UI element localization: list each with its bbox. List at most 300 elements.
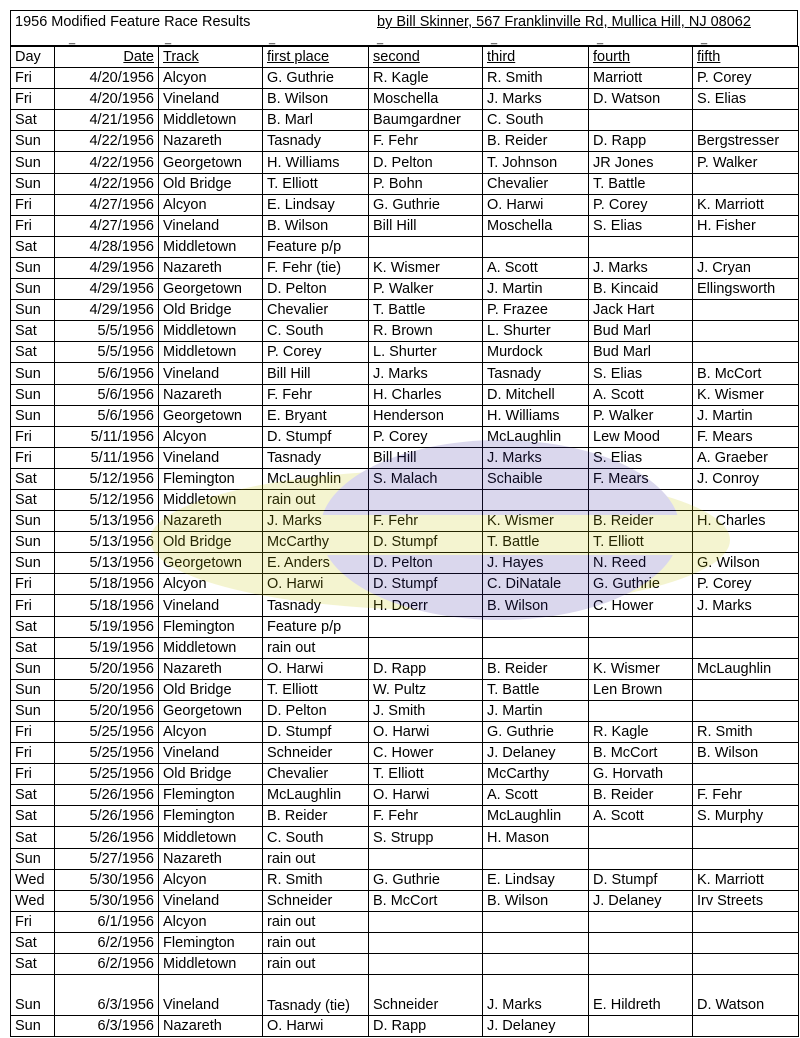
fourth-cell (589, 700, 693, 721)
track-cell: Vineland (159, 890, 263, 911)
third-cell: R. Smith (483, 68, 589, 89)
second-cell: C. Hower (369, 743, 483, 764)
track-cell: Alcyon (159, 68, 263, 89)
underscore-mark: _ (377, 33, 384, 45)
third-cell (483, 911, 589, 932)
date-cell: 5/6/1956 (55, 384, 159, 405)
fourth-cell (589, 489, 693, 510)
second-cell: Baumgardner (369, 110, 483, 131)
first-place-cell: Tasnady (263, 131, 369, 152)
third-cell: J. Martin (483, 700, 589, 721)
third-cell: J. Marks (483, 89, 589, 110)
day-cell: Fri (11, 68, 55, 89)
column-header: first place (263, 47, 369, 68)
date-cell: 4/27/1956 (55, 194, 159, 215)
table-row (11, 89, 799, 110)
track-cell: Vineland (159, 363, 263, 384)
fifth-cell: Bergstresser (693, 131, 799, 152)
second-cell (369, 236, 483, 257)
track-cell: Georgetown (159, 405, 263, 426)
fourth-cell: G. Guthrie (589, 574, 693, 595)
date-cell: 4/27/1956 (55, 215, 159, 236)
second-cell: O. Harwi (369, 722, 483, 743)
fourth-cell: Len Brown (589, 679, 693, 700)
fifth-cell: K. Marriott (693, 869, 799, 890)
track-cell: Vineland (159, 215, 263, 236)
track-cell: Old Bridge (159, 300, 263, 321)
first-place-cell: D. Stumpf (263, 426, 369, 447)
fourth-cell: C. Hower (589, 595, 693, 616)
underscore-mark: _ (69, 33, 76, 45)
table-row (11, 574, 799, 595)
table-row (11, 489, 799, 510)
fourth-cell: R. Kagle (589, 722, 693, 743)
fourth-cell (589, 236, 693, 257)
third-cell: G. Guthrie (483, 722, 589, 743)
fifth-cell: K. Marriott (693, 194, 799, 215)
first-place-cell: B. Marl (263, 110, 369, 131)
fourth-cell (589, 911, 693, 932)
second-cell: Bill Hill (369, 447, 483, 468)
column-header: Date (55, 47, 159, 68)
track-cell: Georgetown (159, 152, 263, 173)
day-cell: Sat (11, 321, 55, 342)
table-row (11, 152, 799, 173)
third-cell: P. Frazee (483, 300, 589, 321)
track-cell: Alcyon (159, 574, 263, 595)
date-cell: 5/19/1956 (55, 616, 159, 637)
table-row (11, 194, 799, 215)
second-cell: D. Stumpf (369, 574, 483, 595)
track-cell: Flemington (159, 468, 263, 489)
table-row (11, 300, 799, 321)
fifth-cell: P. Corey (693, 68, 799, 89)
second-cell (369, 616, 483, 637)
day-cell: Sun (11, 384, 55, 405)
third-cell: O. Harwi (483, 194, 589, 215)
fifth-cell: S. Elias (693, 89, 799, 110)
date-cell: 6/2/1956 (55, 954, 159, 975)
column-header: fifth (693, 47, 799, 68)
fifth-cell: Ellingsworth (693, 279, 799, 300)
third-cell: L. Shurter (483, 321, 589, 342)
track-cell: Georgetown (159, 553, 263, 574)
date-cell: 6/3/1956 (55, 975, 159, 1016)
third-cell (483, 637, 589, 658)
fifth-cell (693, 110, 799, 131)
track-cell: Nazareth (159, 658, 263, 679)
first-place-cell: rain out (263, 932, 369, 953)
first-place-cell: E. Anders (263, 553, 369, 574)
second-cell: L. Shurter (369, 342, 483, 363)
track-cell: Vineland (159, 595, 263, 616)
track-cell: Nazareth (159, 257, 263, 278)
third-cell: J. Marks (483, 447, 589, 468)
day-cell: Sun (11, 300, 55, 321)
third-cell: J. Martin (483, 279, 589, 300)
fourth-cell: B. Reider (589, 511, 693, 532)
table-row (11, 658, 799, 679)
fourth-cell: A. Scott (589, 806, 693, 827)
track-cell: Middletown (159, 110, 263, 131)
first-place-cell: T. Elliott (263, 173, 369, 194)
date-cell: 5/18/1956 (55, 595, 159, 616)
track-cell: Flemington (159, 785, 263, 806)
date-cell: 5/11/1956 (55, 426, 159, 447)
table-row (11, 110, 799, 131)
fifth-cell (693, 173, 799, 194)
fifth-cell (693, 932, 799, 953)
fifth-cell (693, 321, 799, 342)
day-cell: Fri (11, 447, 55, 468)
table-row (11, 975, 799, 1016)
fifth-cell (693, 954, 799, 975)
column-header: Day (11, 47, 55, 68)
track-cell: Vineland (159, 447, 263, 468)
fourth-cell: Bud Marl (589, 321, 693, 342)
table-row (11, 764, 799, 785)
first-place-cell: Feature p/p (263, 616, 369, 637)
day-cell: Sat (11, 489, 55, 510)
first-place-cell: G. Guthrie (263, 68, 369, 89)
first-place-cell: E. Lindsay (263, 194, 369, 215)
date-cell: 5/20/1956 (55, 700, 159, 721)
third-cell (483, 616, 589, 637)
first-place-cell: D. Pelton (263, 700, 369, 721)
second-cell: T. Elliott (369, 764, 483, 785)
track-cell: Alcyon (159, 869, 263, 890)
track-cell: Flemington (159, 806, 263, 827)
third-cell: Murdock (483, 342, 589, 363)
track-cell: Middletown (159, 489, 263, 510)
table-row (11, 848, 799, 869)
fourth-cell: JR Jones (589, 152, 693, 173)
track-cell: Old Bridge (159, 679, 263, 700)
third-cell: K. Wismer (483, 511, 589, 532)
day-cell: Fri (11, 722, 55, 743)
table-row (11, 257, 799, 278)
third-cell: H. Mason (483, 827, 589, 848)
track-cell: Alcyon (159, 722, 263, 743)
date-cell: 5/12/1956 (55, 489, 159, 510)
day-cell: Wed (11, 890, 55, 911)
column-header: Track (159, 47, 263, 68)
track-cell: Nazareth (159, 848, 263, 869)
date-cell: 5/30/1956 (55, 890, 159, 911)
first-place-cell: C. South (263, 321, 369, 342)
table-row (11, 131, 799, 152)
second-cell (369, 489, 483, 510)
fourth-cell: S. Elias (589, 363, 693, 384)
track-cell: Old Bridge (159, 532, 263, 553)
date-cell: 5/5/1956 (55, 342, 159, 363)
day-cell: Sat (11, 932, 55, 953)
fourth-cell: A. Scott (589, 384, 693, 405)
third-cell: Chevalier (483, 173, 589, 194)
date-cell: 4/29/1956 (55, 300, 159, 321)
table-row (11, 679, 799, 700)
third-cell: A. Scott (483, 785, 589, 806)
track-cell: Nazareth (159, 131, 263, 152)
day-cell: Sun (11, 173, 55, 194)
day-cell: Sat (11, 110, 55, 131)
track-cell: Middletown (159, 827, 263, 848)
third-cell: C. South (483, 110, 589, 131)
track-cell: Georgetown (159, 700, 263, 721)
first-place-cell: Chevalier (263, 300, 369, 321)
fourth-cell: P. Walker (589, 405, 693, 426)
second-cell: P. Bohn (369, 173, 483, 194)
second-cell: B. McCort (369, 890, 483, 911)
date-cell: 5/5/1956 (55, 321, 159, 342)
second-cell: W. Pultz (369, 679, 483, 700)
fifth-cell: B. McCort (693, 363, 799, 384)
fifth-cell: Irv Streets (693, 890, 799, 911)
table-row (11, 785, 799, 806)
fourth-cell: S. Elias (589, 215, 693, 236)
day-cell: Fri (11, 89, 55, 110)
fourth-cell: E. Hildreth (589, 975, 693, 1016)
fifth-cell: McLaughlin (693, 658, 799, 679)
table-row (11, 342, 799, 363)
date-cell: 5/25/1956 (55, 722, 159, 743)
first-place-cell: McCarthy (263, 532, 369, 553)
day-cell: Sun (11, 152, 55, 173)
first-place-cell: H. Williams (263, 152, 369, 173)
date-cell: 4/20/1956 (55, 89, 159, 110)
day-cell: Fri (11, 595, 55, 616)
first-place-cell: T. Elliott (263, 679, 369, 700)
table-row (11, 637, 799, 658)
fourth-cell: N. Reed (589, 553, 693, 574)
track-cell: Vineland (159, 89, 263, 110)
day-cell: Sat (11, 616, 55, 637)
second-cell: J. Smith (369, 700, 483, 721)
third-cell: J. Marks (483, 975, 589, 1016)
fourth-cell (589, 1016, 693, 1037)
date-cell: 6/3/1956 (55, 1016, 159, 1037)
fourth-cell: G. Horvath (589, 764, 693, 785)
day-cell: Sat (11, 342, 55, 363)
second-cell: K. Wismer (369, 257, 483, 278)
day-cell: Sun (11, 553, 55, 574)
date-cell: 4/22/1956 (55, 152, 159, 173)
second-cell: Henderson (369, 405, 483, 426)
third-cell (483, 848, 589, 869)
second-cell: T. Battle (369, 300, 483, 321)
fifth-cell (693, 489, 799, 510)
fifth-cell: D. Watson (693, 975, 799, 1016)
table-row (11, 722, 799, 743)
table-row (11, 616, 799, 637)
second-cell: D. Pelton (369, 152, 483, 173)
fourth-cell: K. Wismer (589, 658, 693, 679)
day-cell: Fri (11, 574, 55, 595)
date-cell: 4/20/1956 (55, 68, 159, 89)
day-cell: Sun (11, 511, 55, 532)
fifth-cell (693, 342, 799, 363)
third-cell: T. Johnson (483, 152, 589, 173)
second-cell: S. Malach (369, 468, 483, 489)
track-cell: Georgetown (159, 279, 263, 300)
fifth-cell (693, 1016, 799, 1037)
date-cell: 5/6/1956 (55, 405, 159, 426)
third-cell: H. Williams (483, 405, 589, 426)
table-row (11, 700, 799, 721)
fifth-cell: P. Corey (693, 574, 799, 595)
fifth-cell (693, 637, 799, 658)
fifth-cell: F. Mears (693, 426, 799, 447)
table-row (11, 869, 799, 890)
fourth-cell: J. Marks (589, 257, 693, 278)
day-cell: Wed (11, 869, 55, 890)
date-cell: 6/2/1956 (55, 932, 159, 953)
table-row (11, 236, 799, 257)
fifth-cell (693, 679, 799, 700)
second-cell: R. Kagle (369, 68, 483, 89)
date-cell: 5/11/1956 (55, 447, 159, 468)
third-cell: McLaughlin (483, 806, 589, 827)
day-cell: Sun (11, 975, 55, 1016)
day-cell: Sun (11, 279, 55, 300)
second-cell: R. Brown (369, 321, 483, 342)
fourth-cell: J. Delaney (589, 890, 693, 911)
track-cell: Nazareth (159, 1016, 263, 1037)
column-header-row (11, 47, 799, 68)
day-cell: Sat (11, 236, 55, 257)
second-cell (369, 932, 483, 953)
day-cell: Sat (11, 806, 55, 827)
third-cell: T. Battle (483, 532, 589, 553)
day-cell: Sun (11, 848, 55, 869)
first-place-cell: D. Pelton (263, 279, 369, 300)
track-cell: Middletown (159, 236, 263, 257)
third-cell: J. Delaney (483, 743, 589, 764)
day-cell: Sat (11, 954, 55, 975)
first-place-cell: rain out (263, 954, 369, 975)
fourth-cell: B. McCort (589, 743, 693, 764)
fifth-cell: F. Fehr (693, 785, 799, 806)
fourth-cell (589, 848, 693, 869)
table-row (11, 405, 799, 426)
table-row (11, 447, 799, 468)
first-place-cell: B. Wilson (263, 215, 369, 236)
day-cell: Sun (11, 363, 55, 384)
first-place-cell: Tasnady (263, 447, 369, 468)
first-place-cell: F. Fehr (263, 384, 369, 405)
date-cell: 4/21/1956 (55, 110, 159, 131)
first-place-cell: O. Harwi (263, 1016, 369, 1037)
track-cell: Nazareth (159, 511, 263, 532)
day-cell: Fri (11, 215, 55, 236)
second-cell: D. Pelton (369, 553, 483, 574)
second-cell (369, 911, 483, 932)
fifth-cell (693, 848, 799, 869)
track-cell: Middletown (159, 342, 263, 363)
third-cell: Schaible (483, 468, 589, 489)
third-cell: B. Wilson (483, 890, 589, 911)
date-cell: 5/20/1956 (55, 658, 159, 679)
author-credit: by Bill Skinner, 567 Franklinville Rd, Mullica Hill, NJ 08062 (377, 14, 751, 30)
second-cell: J. Marks (369, 363, 483, 384)
third-cell: T. Battle (483, 679, 589, 700)
second-cell: F. Fehr (369, 806, 483, 827)
results-table (10, 46, 799, 1037)
second-cell: D. Stumpf (369, 532, 483, 553)
first-place-cell: rain out (263, 637, 369, 658)
fourth-cell: Bud Marl (589, 342, 693, 363)
day-cell: Fri (11, 911, 55, 932)
table-row (11, 426, 799, 447)
date-cell: 5/25/1956 (55, 743, 159, 764)
fifth-cell: H. Fisher (693, 215, 799, 236)
underscore-mark: _ (491, 33, 498, 45)
first-place-cell: Tasnady (tie) (263, 975, 369, 1016)
track-cell: Middletown (159, 637, 263, 658)
date-cell: 4/22/1956 (55, 173, 159, 194)
third-cell: B. Reider (483, 131, 589, 152)
third-cell: C. DiNatale (483, 574, 589, 595)
third-cell: McLaughlin (483, 426, 589, 447)
fourth-cell (589, 954, 693, 975)
first-place-cell: McLaughlin (263, 468, 369, 489)
fifth-cell (693, 532, 799, 553)
day-cell: Fri (11, 764, 55, 785)
first-place-cell: F. Fehr (tie) (263, 257, 369, 278)
first-place-cell: E. Bryant (263, 405, 369, 426)
fifth-cell: A. Graeber (693, 447, 799, 468)
track-cell: Vineland (159, 975, 263, 1016)
third-cell: J. Hayes (483, 553, 589, 574)
fifth-cell (693, 300, 799, 321)
fourth-cell (589, 827, 693, 848)
day-cell: Fri (11, 743, 55, 764)
page-title: 1956 Modified Feature Race Results (15, 14, 251, 30)
fifth-cell (693, 616, 799, 637)
table-row (11, 743, 799, 764)
date-cell: 5/6/1956 (55, 363, 159, 384)
second-cell: D. Rapp (369, 658, 483, 679)
fifth-cell (693, 827, 799, 848)
fifth-cell: H. Charles (693, 511, 799, 532)
first-place-cell: B. Reider (263, 806, 369, 827)
fourth-cell (589, 616, 693, 637)
column-header: second (369, 47, 483, 68)
second-cell (369, 954, 483, 975)
day-cell: Sun (11, 257, 55, 278)
date-cell: 5/13/1956 (55, 553, 159, 574)
fourth-cell: B. Kincaid (589, 279, 693, 300)
first-place-cell: C. South (263, 827, 369, 848)
date-cell: 4/29/1956 (55, 257, 159, 278)
third-cell: J. Delaney (483, 1016, 589, 1037)
third-cell: Tasnady (483, 363, 589, 384)
results-sheet (10, 10, 798, 1037)
first-place-cell: McLaughlin (263, 785, 369, 806)
table-row (11, 363, 799, 384)
third-cell: McCarthy (483, 764, 589, 785)
fourth-cell: D. Watson (589, 89, 693, 110)
date-cell: 4/22/1956 (55, 131, 159, 152)
day-cell: Sun (11, 700, 55, 721)
date-cell: 5/27/1956 (55, 848, 159, 869)
fourth-cell: Marriott (589, 68, 693, 89)
date-cell: 5/26/1956 (55, 827, 159, 848)
day-cell: Sun (11, 532, 55, 553)
day-cell: Sun (11, 679, 55, 700)
first-place-cell: Feature p/p (263, 236, 369, 257)
first-place-cell: rain out (263, 489, 369, 510)
